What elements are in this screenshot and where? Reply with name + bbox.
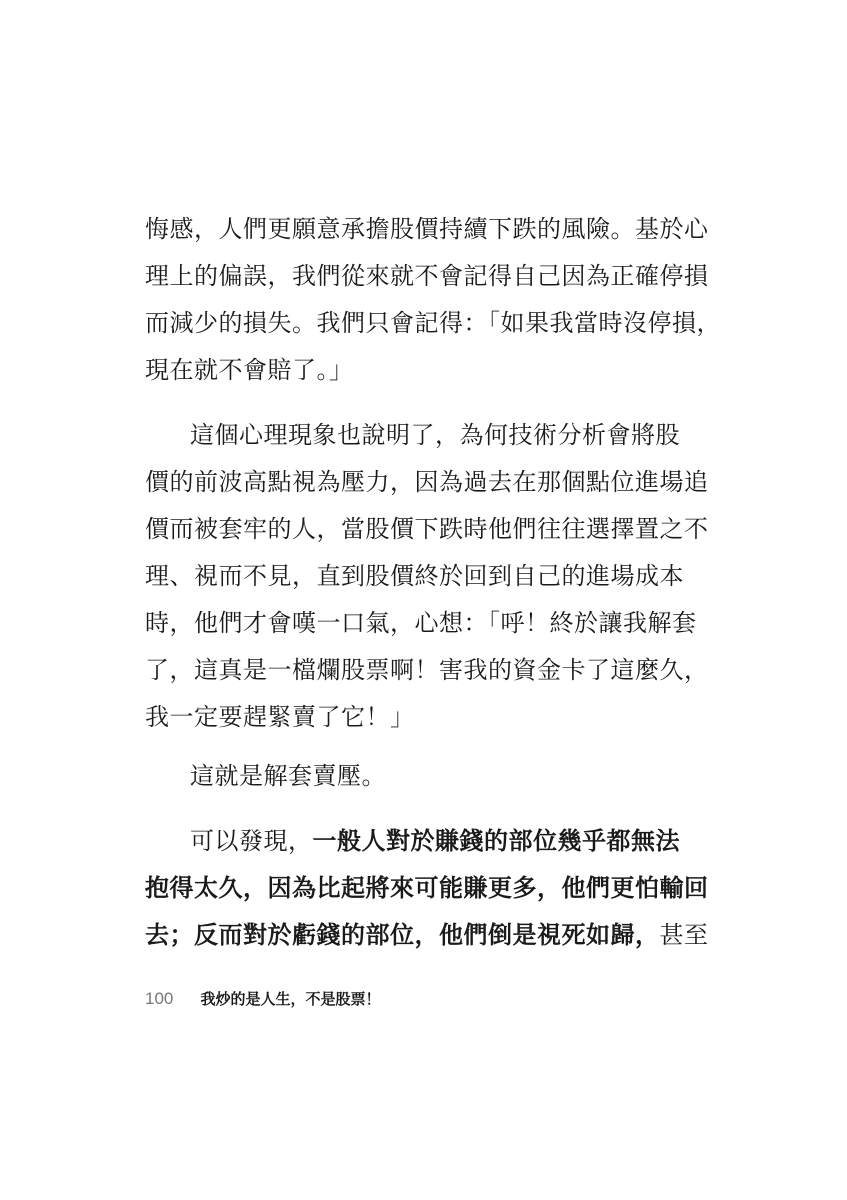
page-number: 100 xyxy=(145,989,174,1008)
text-line: 悔感，人們更願意承擔股價持續下跌的風險。基於心 xyxy=(145,215,709,243)
text-line: 理、視而不見，直到股價終於回到自己的進場成本 xyxy=(145,562,684,590)
text-line: 抱得太久，因為比起將來可能賺更多，他們更怕輸回 xyxy=(145,874,709,902)
paragraph-2 xyxy=(145,412,709,741)
text-line: 這就是解套賣壓。 xyxy=(190,762,386,790)
text-line: 這個心理現象也說明了，為何技術分析會將股 xyxy=(190,421,680,449)
text-line: 時，他們才會嘆一口氣，心想：「呼！終於讓我解套 xyxy=(145,609,697,637)
normal-text: 甚至 xyxy=(659,921,709,949)
text-line: 價而被套牢的人，當股價下跌時他們往往選擇置之不 xyxy=(145,515,709,543)
paragraph-3 xyxy=(145,753,685,800)
emphasis-text: 去；反而對於虧錢的部位，他們倒是視死如歸， xyxy=(145,921,660,949)
paragraph-1 xyxy=(145,206,721,394)
text-line: 我一定要趕緊賣了它！」 xyxy=(145,703,415,731)
text-line xyxy=(145,818,685,865)
text-line: 了，這真是一檔爛股票啊！害我的資金卡了這麼久， xyxy=(145,656,709,684)
emphasis-text: 一般人對於賺錢的部位幾乎都無法 xyxy=(312,827,680,855)
running-title: 我炒的是人生，不是股票！ xyxy=(200,990,381,1008)
page-footer xyxy=(145,985,380,1013)
text-line: 價的前波高點視為壓力，因為過去在那個點位進場追 xyxy=(145,468,709,496)
page-body xyxy=(145,206,721,959)
paragraph-4 xyxy=(145,818,709,959)
text-line xyxy=(145,912,709,959)
text-line: 現在就不會賠了。」 xyxy=(145,356,354,384)
text-line: 理上的偏誤，我們從來就不會記得自己因為正確停損 xyxy=(145,262,709,290)
text-line: 而減少的損失。我們只會記得：「如果我當時沒停損， xyxy=(145,309,721,337)
normal-text: 可以發現， xyxy=(190,827,313,855)
